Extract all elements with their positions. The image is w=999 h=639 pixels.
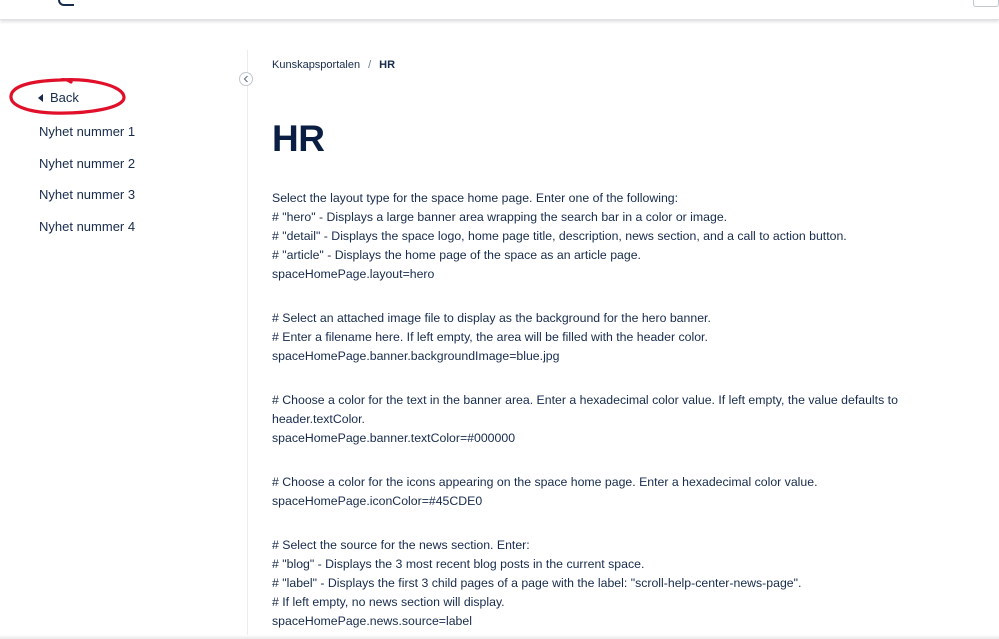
- paragraph-background-image: [272, 309, 912, 366]
- sidebar-divider: [247, 50, 248, 639]
- text-line: # Choose a color for the text in the banner area. Enter a hexadecimal color value. If left empty, the value defaults to header.textColor.: [272, 393, 898, 426]
- back-link[interactable]: [38, 90, 79, 105]
- news-nav-list: [39, 124, 135, 250]
- text-line: # Select an attached image file to display as the background for the hero banner.: [272, 311, 711, 325]
- bottom-edge: [0, 635, 999, 639]
- breadcrumb-separator: /: [368, 59, 372, 71]
- paragraph-layout: [272, 189, 912, 284]
- text-line: spaceHomePage.layout=hero: [272, 267, 435, 281]
- text-line: # Choose a color for the icons appearing on the space home page. Enter a hexadecimal color value.: [272, 475, 818, 489]
- breadcrumb-root-link[interactable]: Kunskapsportalen: [272, 59, 361, 71]
- text-line: # "article" - Displays the home page of the space as an article page.: [272, 248, 641, 262]
- text-line: # "label" - Displays the first 3 child pages of a page with the label: "scroll-help-center-news-page".: [272, 576, 802, 590]
- page-title: HR: [272, 118, 325, 159]
- caret-left-icon: [38, 94, 43, 102]
- text-line: # "hero" - Displays a large banner area wrapping the search bar in a color or image.: [272, 210, 728, 224]
- paragraph-news-source: [272, 536, 912, 631]
- text-line: # Select the source for the news section. Enter:: [272, 538, 530, 552]
- breadcrumb: [272, 59, 395, 71]
- collapse-sidebar-button[interactable]: [239, 72, 253, 86]
- sidebar-item-nyhet-2[interactable]: Nyhet nummer 2: [39, 155, 136, 171]
- sidebar-item-nyhet-1[interactable]: Nyhet nummer 1: [39, 124, 136, 139]
- header-menu-button[interactable]: [973, 0, 999, 7]
- main-content: [272, 0, 972, 639]
- text-line: spaceHomePage.iconColor=#45CDE0: [272, 494, 483, 508]
- sidebar-item-nyhet-4[interactable]: Nyhet nummer 4: [39, 218, 136, 234]
- text-line: # "detail" - Displays the space logo, home page title, description, news section, and a call to action button.: [272, 229, 847, 243]
- sidebar: [0, 20, 247, 639]
- text-line: spaceHomePage.news.source=label: [272, 614, 472, 628]
- paragraph-icon-color: [272, 473, 912, 511]
- text-line: # If left empty, no news section will display.: [272, 595, 505, 609]
- sidebar-item-nyhet-3[interactable]: Nyhet nummer 3: [39, 187, 136, 202]
- back-label: Back: [50, 90, 79, 105]
- paragraph-banner-text-color: [272, 391, 912, 448]
- text-line: spaceHomePage.banner.backgroundImage=blue.jpg: [272, 349, 560, 363]
- logo[interactable]: [58, 0, 74, 6]
- text-line: spaceHomePage.banner.textColor=#000000: [272, 431, 516, 445]
- text-line: # "blog" - Displays the 3 most recent blog posts in the current space.: [272, 557, 645, 571]
- breadcrumb-current: HR: [379, 59, 396, 71]
- page-body: [272, 189, 912, 639]
- text-line: # Enter a filename here. If left empty, the area will be filled with the header color.: [272, 330, 708, 344]
- text-line: Select the layout type for the space home page. Enter one of the following:: [272, 191, 679, 205]
- chevron-left-icon: [243, 75, 249, 83]
